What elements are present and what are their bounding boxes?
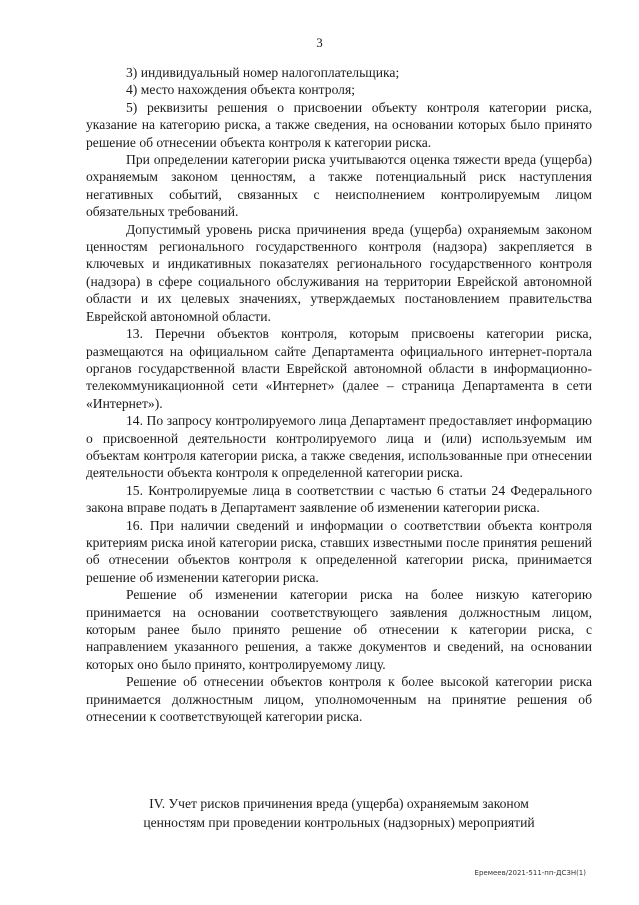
paragraph-item-4: 4) место нахождения объекта контроля;: [126, 82, 355, 98]
paragraph-15: 15. Контролируемые лица в соответствии с частью 6 статьи 24 Федерального закона вправе подать в Департамент заявление об изменении категории риска.: [86, 482, 592, 516]
section-heading: [86, 794, 592, 832]
paragraph-lower-category: Решение об изменении категории риска на более низкую категорию принимается на основании соответствующего заявления должностным лицом, которым ранее было принято решение об отнесении к категории риска, с направлением указанного решения, а также документов и сведений, на основании которых оно было принято, контролируемому лицу.: [86, 587, 592, 672]
paragraph-13: 13. Перечни объектов контроля, которым присвоены категории риска, размещаются на официальном сайте Департамента официального интернет-портала органов государственной власти Еврейской автономной области в информационно-телекоммуникационной сети «Интернет» (далее – страница Департамента в сети «Интернет»).: [86, 326, 592, 411]
paragraph-higher-category: Решение об отнесении объектов контроля к более высокой категории риска принимается должностным лицом, уполномоченным на принятие решения об отнесении к соответствующей категории риска.: [86, 674, 592, 725]
document-body: [86, 64, 592, 725]
page-number: 3: [316, 35, 323, 50]
paragraph-14: 14. По запросу контролируемого лица Департамент предоставляет информацию о присвоенной деятельности контролируемого лица и (или) используемым им объектам контроля категории риска, а также сведения, использованные при отнесении деятельности объекта контроля к определенной категории риска.: [86, 413, 592, 481]
paragraph-item-5: 5) реквизиты решения о присвоении объекту контроля категории риска, указание на категорию риска, а также сведения, на основании которых было принято решение об отнесении объекта контроля к категории риска.: [86, 99, 592, 150]
section-heading-line-2: ценностям при проведении контрольных (надзорных) мероприятий: [143, 815, 535, 830]
paragraph-16: 16. При наличии сведений и информации о соответствии объекта контроля критериям риска иной категории риска, ставших известными после принятия решений об отнесении объектов контроля к определенной категории риска, принимается решение об изменении категории риска.: [86, 517, 592, 585]
paragraph-acceptable-risk: Допустимый уровень риска причинения вреда (ущерба) охраняемым законом ценностям регионального государственного контроля (надзора) закрепляется в ключевых и индикативных показателях регионального государственного контроля (надзора) в сфере социального обслуживания на территории Еврейской автономной области и их целевых значениях, утверждаемых постановлением правительства Еврейской автономной области.: [86, 221, 592, 324]
paragraph-item-3: 3) индивидуальный номер налогоплательщика;: [126, 65, 400, 80]
document-footer-code: Еремеев/2021-511-пп-ДСЗН(1): [474, 869, 586, 877]
section-heading-line-1: IV. Учет рисков причинения вреда (ущерба) охраняемым законом: [149, 796, 529, 811]
paragraph-risk-assessment: При определении категории риска учитываются оценка тяжести вреда (ущерба) охраняемым законом ценностям, а также потенциальный риск наступления негативных событий, связанных с неисполнением контролируемым лицом обязательных требований.: [86, 152, 592, 220]
